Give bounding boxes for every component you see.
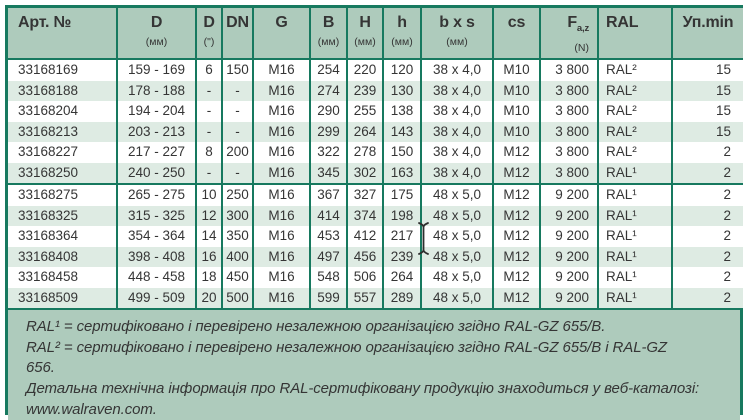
cell-g: M16	[253, 59, 310, 81]
cell-pack: 2	[672, 206, 743, 227]
table-row	[8, 206, 743, 227]
cell-art: 33168509	[8, 288, 117, 309]
cell-art: 33168275	[8, 184, 117, 206]
cell-h_small: 130	[383, 81, 421, 102]
product-table	[8, 8, 743, 308]
cell-faz: 9 200	[540, 247, 598, 268]
cell-art: 33168364	[8, 226, 117, 247]
cell-d_mm: 315 - 325	[117, 206, 196, 227]
cell-pack: 2	[672, 247, 743, 268]
col-header-label: H	[359, 14, 371, 31]
cell-h_big: 327	[347, 184, 383, 206]
cell-faz: 3 800	[540, 142, 598, 163]
col-header-unit	[18, 35, 116, 52]
cell-dn: -	[222, 122, 253, 143]
col-header-g	[253, 8, 310, 59]
cell-art: 33168213	[8, 122, 117, 143]
col-header-label: $F_{a,z}$	[567, 14, 589, 35]
table-row	[8, 81, 743, 102]
col-header-label: Арт. №	[18, 14, 72, 31]
cell-dn: 350	[222, 226, 253, 247]
cell-h_big: 374	[347, 206, 383, 227]
cell-bxs: 48 x 5,0	[421, 206, 493, 227]
cell-art: 33168227	[8, 142, 117, 163]
cell-cs: M10	[493, 122, 540, 143]
cell-h_big: 412	[347, 226, 383, 247]
cell-dn: 400	[222, 247, 253, 268]
cell-bxs: 38 x 4,0	[421, 101, 493, 122]
cell-d_in: -	[196, 101, 222, 122]
cell-b: 497	[310, 247, 347, 268]
cell-art: 33168188	[8, 81, 117, 102]
cell-ral: RAL¹	[598, 226, 672, 247]
cell-faz: 9 200	[540, 226, 598, 247]
cell-art: 33168408	[8, 247, 117, 268]
col-header-label: D	[203, 14, 215, 31]
cell-faz: 3 800	[540, 59, 598, 81]
col-header-h_small	[383, 8, 421, 59]
col-header-unit	[494, 35, 539, 52]
cell-pack: 2	[672, 163, 743, 185]
cell-h_small: 289	[383, 288, 421, 309]
col-header-label: DN	[226, 14, 249, 31]
cell-g: M16	[253, 122, 310, 143]
col-header-unit: (мм)	[317, 36, 340, 48]
cell-cs: M12	[493, 142, 540, 163]
col-header-unit: (N)	[574, 42, 589, 55]
cell-bxs: 38 x 4,0	[421, 122, 493, 143]
col-header-dn	[222, 8, 253, 59]
cell-bxs: 48 x 5,0	[421, 247, 493, 268]
cell-d_in: 10	[196, 184, 222, 206]
cell-art: 33168325	[8, 206, 117, 227]
cell-g: M16	[253, 267, 310, 288]
cell-b: 254	[310, 59, 347, 81]
cell-h_big: 220	[347, 59, 383, 81]
cell-dn: 150	[222, 59, 253, 81]
col-header-label: Уп.min	[682, 14, 734, 31]
cell-d_mm: 499 - 509	[117, 288, 196, 309]
col-header-label: b x s	[439, 14, 475, 31]
col-header-label: D	[150, 14, 163, 31]
cell-h_small: 239	[383, 247, 421, 268]
col-header-d_in	[196, 8, 222, 59]
cell-bxs: 38 x 4,0	[421, 142, 493, 163]
cell-art: 33168458	[8, 267, 117, 288]
col-header-art	[8, 8, 117, 59]
cell-d_in: -	[196, 81, 222, 102]
cell-ral: RAL²	[598, 81, 672, 102]
cell-cs: M12	[493, 163, 540, 185]
cell-art: 33168250	[8, 163, 117, 185]
table-row	[8, 288, 743, 309]
cell-h_big: 456	[347, 247, 383, 268]
table-row	[8, 122, 743, 143]
cell-h_small: 150	[383, 142, 421, 163]
cell-h_small: 120	[383, 59, 421, 81]
cell-h_small: 175	[383, 184, 421, 206]
cell-h_big: 557	[347, 288, 383, 309]
cell-dn: 250	[222, 184, 253, 206]
col-header-label: RAL	[606, 14, 639, 31]
cell-pack: 15	[672, 81, 743, 102]
cell-pack: 2	[672, 288, 743, 309]
cell-bxs: 38 x 4,0	[421, 163, 493, 185]
cell-ral: RAL¹	[598, 247, 672, 268]
cell-bxs: 48 x 5,0	[421, 226, 493, 247]
cell-cs: M12	[493, 226, 540, 247]
col-header-b	[310, 8, 347, 59]
cell-faz: 9 200	[540, 267, 598, 288]
cell-pack: 15	[672, 59, 743, 81]
col-header-unit	[673, 35, 743, 52]
cell-cs: M12	[493, 247, 540, 268]
cell-h_small: 217	[383, 226, 421, 247]
cell-ral: RAL¹	[598, 163, 672, 185]
table-row	[8, 163, 743, 185]
cell-ral: RAL¹	[598, 184, 672, 206]
cell-d_mm: 398 - 408	[117, 247, 196, 268]
cell-ral: RAL²	[598, 142, 672, 163]
cell-h_small: 264	[383, 267, 421, 288]
cell-d_mm: 203 - 213	[117, 122, 196, 143]
cell-cs: M10	[493, 101, 540, 122]
col-header-unit: (мм)	[145, 36, 168, 48]
cell-d_in: 6	[196, 59, 222, 81]
cell-ral: RAL¹	[598, 206, 672, 227]
cell-d_mm: 265 - 275	[117, 184, 196, 206]
cell-cs: M12	[493, 206, 540, 227]
cell-bxs: 48 x 5,0	[421, 184, 493, 206]
col-header-bxs	[421, 8, 493, 59]
col-header-h_big	[347, 8, 383, 59]
cell-ral: RAL²	[598, 122, 672, 143]
cell-b: 290	[310, 101, 347, 122]
col-header-unit	[223, 35, 252, 52]
cell-d_mm: 194 - 204	[117, 101, 196, 122]
cell-cs: M12	[493, 288, 540, 309]
cell-d_mm: 448 - 458	[117, 267, 196, 288]
cell-pack: 2	[672, 184, 743, 206]
cell-cs: M10	[493, 81, 540, 102]
table-row	[8, 247, 743, 268]
col-header-label: h	[397, 14, 407, 31]
col-header-ral	[598, 8, 672, 59]
cell-d_mm: 240 - 250	[117, 163, 196, 185]
cell-b: 453	[310, 226, 347, 247]
cell-h_small: 143	[383, 122, 421, 143]
table-row	[8, 101, 743, 122]
cell-d_in: -	[196, 163, 222, 185]
cell-faz: 9 200	[540, 288, 598, 309]
col-header-faz	[540, 8, 598, 59]
footnote-line: 656.	[26, 359, 55, 377]
cell-d_mm: 217 - 227	[117, 142, 196, 163]
cell-d_in: 12	[196, 206, 222, 227]
col-header-label: B	[322, 14, 335, 31]
footnote-line: RAL¹ = сертифіковано і перевірено незалежною організацією згідно RAL-GZ 655/B.	[26, 318, 606, 336]
cell-dn: -	[222, 101, 253, 122]
table-row	[8, 184, 743, 206]
cell-pack: 15	[672, 122, 743, 143]
cell-h_small: 138	[383, 101, 421, 122]
cell-g: M16	[253, 226, 310, 247]
cell-b: 299	[310, 122, 347, 143]
cell-cs: M10	[493, 59, 540, 81]
cell-dn: -	[222, 81, 253, 102]
cell-dn: 300	[222, 206, 253, 227]
cell-h_big: 255	[347, 101, 383, 122]
cell-d_in: 8	[196, 142, 222, 163]
col-header-unit: (мм)	[391, 36, 413, 48]
cell-b: 599	[310, 288, 347, 309]
cell-faz: 3 800	[540, 81, 598, 102]
cell-b: 274	[310, 81, 347, 102]
cell-g: M16	[253, 184, 310, 206]
cell-h_small: 163	[383, 163, 421, 185]
cell-d_in: 20	[196, 288, 222, 309]
cell-b: 322	[310, 142, 347, 163]
cell-d_in: 18	[196, 267, 222, 288]
footnotes	[8, 308, 740, 420]
cell-faz: 3 800	[540, 122, 598, 143]
cell-g: M16	[253, 288, 310, 309]
cell-cs: M12	[493, 184, 540, 206]
col-header-unit	[606, 35, 671, 52]
cell-d_mm: 178 - 188	[117, 81, 196, 102]
col-header-unit: (")	[203, 36, 215, 48]
cell-g: M16	[253, 247, 310, 268]
cell-d_mm: 354 - 364	[117, 226, 196, 247]
cell-ral: RAL¹	[598, 267, 672, 288]
table-row	[8, 267, 743, 288]
cell-bxs: 38 x 4,0	[421, 81, 493, 102]
cell-pack: 2	[672, 226, 743, 247]
table-row	[8, 226, 743, 247]
col-header-label: G	[275, 14, 288, 31]
cell-h_small: 198	[383, 206, 421, 227]
cell-ral: RAL¹	[598, 288, 672, 309]
col-header-cs	[493, 8, 540, 59]
cell-pack: 2	[672, 142, 743, 163]
cell-d_in: 16	[196, 247, 222, 268]
col-header-unit	[254, 35, 309, 52]
cell-faz: 3 800	[540, 163, 598, 185]
cell-g: M16	[253, 163, 310, 185]
cell-faz: 9 200	[540, 184, 598, 206]
cell-g: M16	[253, 81, 310, 102]
cell-bxs: 38 x 4,0	[421, 59, 493, 81]
cell-h_big: 506	[347, 267, 383, 288]
cell-b: 345	[310, 163, 347, 185]
cell-dn: 500	[222, 288, 253, 309]
col-header-d_mm	[117, 8, 196, 59]
cell-g: M16	[253, 101, 310, 122]
footnote-line: Детальна технічна інформація про RAL-сертифіковану продукцію знаходиться у веб-каталозі:	[26, 379, 700, 397]
footnote-line: RAL² = сертифіковано і перевірено незалежною організацією згідно RAL-GZ 655/B і RAL-GZ	[26, 338, 667, 356]
cell-dn: 200	[222, 142, 253, 163]
cell-ral: RAL²	[598, 59, 672, 81]
table-row	[8, 59, 743, 81]
cell-h_big: 302	[347, 163, 383, 185]
cell-faz: 3 800	[540, 101, 598, 122]
table-header-row	[8, 8, 743, 59]
cell-h_big: 278	[347, 142, 383, 163]
footnote-line: www.walraven.com.	[26, 400, 157, 418]
table-row	[8, 142, 743, 163]
cell-ral: RAL²	[598, 101, 672, 122]
col-header-unit: (мм)	[446, 36, 468, 48]
cell-cs: M12	[493, 267, 540, 288]
cell-pack: 15	[672, 101, 743, 122]
catalog-table-frame	[5, 5, 743, 418]
cell-d_mm: 159 - 169	[117, 59, 196, 81]
cell-faz: 9 200	[540, 206, 598, 227]
cell-pack: 2	[672, 267, 743, 288]
col-header-unit: (мм)	[354, 36, 376, 48]
cell-d_in: 14	[196, 226, 222, 247]
cell-d_in: -	[196, 122, 222, 143]
cell-g: M16	[253, 206, 310, 227]
cell-bxs: 48 x 5,0	[421, 267, 493, 288]
cell-h_big: 239	[347, 81, 383, 102]
cell-bxs: 48 x 5,0	[421, 288, 493, 309]
cell-h_big: 264	[347, 122, 383, 143]
cell-b: 367	[310, 184, 347, 206]
cell-art: 33168204	[8, 101, 117, 122]
col-header-label: cs	[507, 14, 526, 31]
cell-dn: -	[222, 163, 253, 185]
cell-b: 414	[310, 206, 347, 227]
cell-g: M16	[253, 142, 310, 163]
col-header-pack	[672, 8, 743, 59]
cell-art: 33168169	[8, 59, 117, 81]
cell-b: 548	[310, 267, 347, 288]
cell-dn: 450	[222, 267, 253, 288]
